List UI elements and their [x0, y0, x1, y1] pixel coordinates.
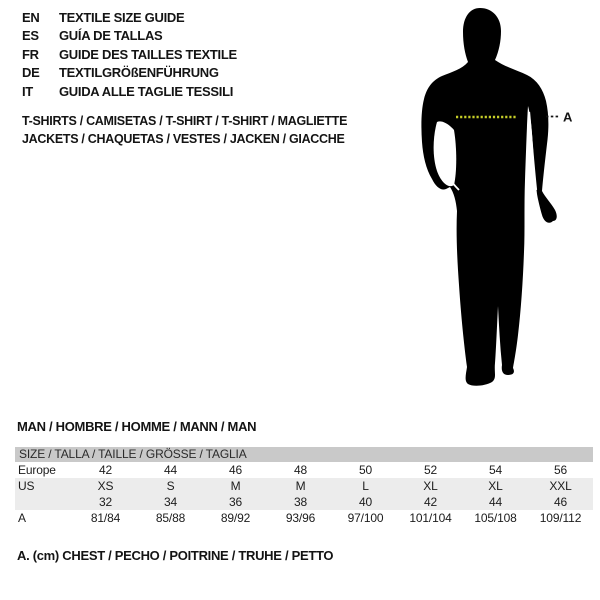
language-code: FR — [22, 46, 39, 62]
table-row — [15, 462, 593, 478]
language-code: DE — [22, 65, 40, 81]
table-cell: 42 — [423, 495, 438, 509]
row-label: US — [18, 479, 35, 493]
table-cell: 44 — [488, 495, 503, 509]
table-cell: XXL — [549, 479, 572, 493]
size-table-body — [15, 462, 593, 526]
table-cell: 34 — [163, 495, 178, 509]
language-row-de — [22, 64, 237, 82]
language-label: GUÍA DE TALLAS — [59, 28, 163, 44]
table-cell: 54 — [488, 463, 503, 477]
table-cell: 48 — [293, 463, 308, 477]
table-cell: 97/100 — [347, 511, 384, 525]
language-label: GUIDA ALLE TAGLIE TESSILI — [59, 83, 234, 99]
table-cell: 38 — [293, 495, 308, 509]
table-cell: 46 — [228, 463, 243, 477]
table-row — [15, 494, 593, 510]
table-cell: 93/96 — [285, 511, 316, 525]
table-cell: 105/108 — [474, 511, 517, 525]
measurement-footnote: A. (cm) CHEST / PECHO / POITRINE / TRUHE / PETTO — [17, 548, 334, 563]
table-row — [15, 478, 593, 494]
row-label — [15, 494, 73, 510]
language-code: EN — [22, 10, 40, 25]
size-table-header-cell: SIZE / TALLA / TAILLE / GRÖSSE / TAGLIA — [15, 447, 593, 462]
table-cell: 46 — [553, 495, 568, 509]
man-silhouette-figure — [395, 0, 600, 400]
language-label: GUIDE DES TAILLES TEXTILE — [59, 46, 237, 62]
language-label: TEXTILGRÖßENFÜHRUNG — [59, 65, 219, 81]
size-table-header-row — [15, 447, 593, 462]
table-cell: M — [295, 479, 306, 493]
table-cell: 109/112 — [539, 511, 582, 525]
table-cell: 101/104 — [409, 511, 452, 525]
table-cell: 36 — [228, 495, 243, 509]
measure-label: A — [563, 109, 573, 125]
table-cell: 52 — [423, 463, 438, 477]
table-cell: S — [166, 479, 175, 493]
language-row-es — [22, 27, 237, 45]
language-code: ES — [22, 28, 39, 44]
table-cell: XL — [488, 479, 503, 493]
table-cell: 81/84 — [90, 511, 121, 525]
row-label: A — [18, 511, 26, 525]
language-label: TEXTILE SIZE GUIDE — [59, 10, 185, 25]
table-cell: L — [362, 479, 369, 493]
table-cell: XS — [97, 479, 114, 493]
category-line-tshirts: T-SHIRTS / CAMISETAS / T-SHIRT / T-SHIRT / MAGLIETTE — [22, 114, 348, 128]
table-cell: 89/92 — [220, 511, 251, 525]
table-cell: 42 — [98, 463, 113, 477]
language-row-fr — [22, 46, 237, 64]
table-cell: XL — [423, 479, 438, 493]
table-cell: 50 — [358, 463, 373, 477]
size-table — [15, 447, 593, 526]
category-line-jackets: JACKETS / CHAQUETAS / VESTES / JACKEN / GIACCHE — [22, 132, 345, 146]
section-title: MAN / HOMBRE / HOMME / MANN / MAN — [17, 419, 257, 434]
man-silhouette — [421, 8, 556, 386]
category-lines — [22, 112, 347, 148]
table-cell: 56 — [553, 463, 568, 477]
language-row-en — [22, 9, 237, 27]
language-list — [22, 9, 237, 101]
table-cell: M — [230, 479, 241, 493]
table-cell: 85/88 — [155, 511, 186, 525]
table-cell: 40 — [358, 495, 373, 509]
table-cell: 32 — [98, 495, 113, 509]
language-code: IT — [22, 83, 33, 99]
language-row-it — [22, 83, 237, 101]
row-label: Europe — [18, 463, 56, 477]
table-cell: 44 — [163, 463, 178, 477]
table-row — [15, 510, 593, 526]
